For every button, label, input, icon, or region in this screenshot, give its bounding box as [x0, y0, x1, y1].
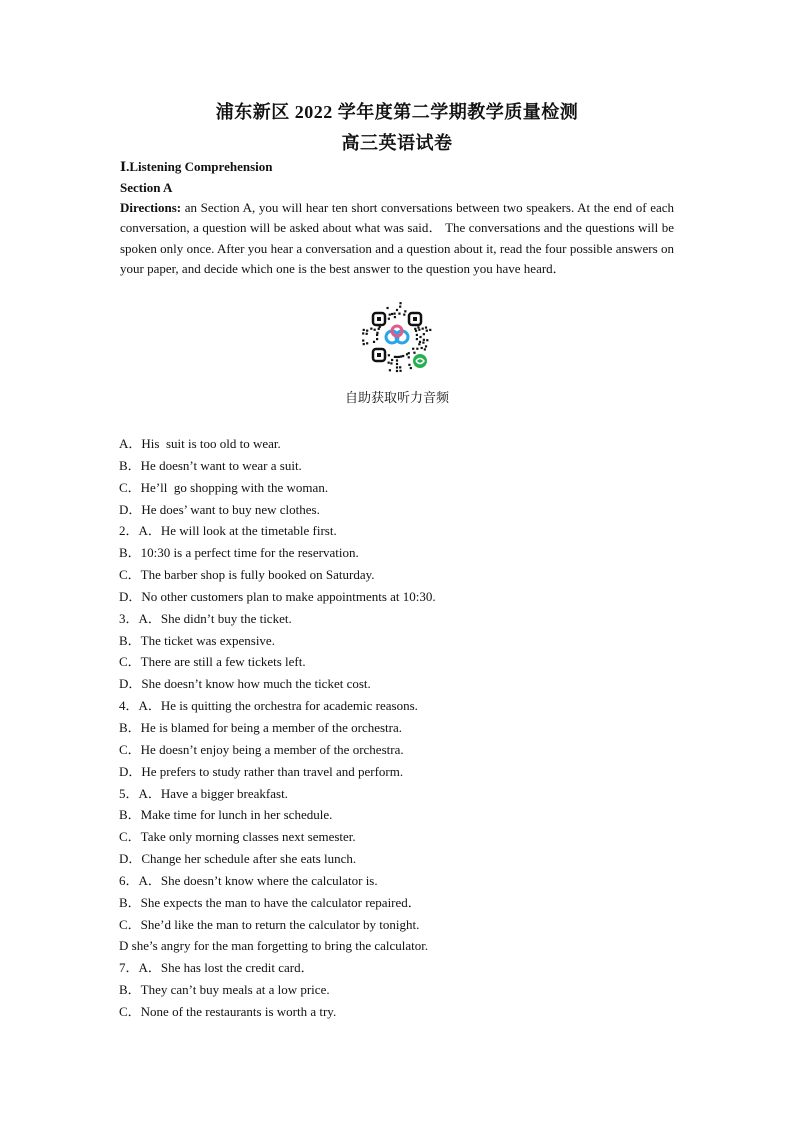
- answer-option: 2．A．He will look at the timetable first.: [119, 523, 337, 539]
- answer-option: C．The barber shop is fully booked on Saturday.: [119, 567, 375, 583]
- answer-option: C．He’ll go shopping with the woman.: [119, 479, 329, 495]
- answer-option: C．She’d like the man to return the calculator by tonight.: [119, 916, 420, 932]
- answer-option: D she’s angry for the man forgetting to bring the calculator.: [119, 938, 429, 954]
- answer-option: B．He doesn’t want to wear a suit.: [119, 457, 302, 473]
- directions-text: an Section A, you will hear ten short conversations between two speakers. At the end of each conversation, a question will be asked about what was said． The conversations and the questions will be spoken only once. After you hear a conversation and a question about it, read the four possible answers on your paper, and decide which one is the best answer to the question you have heard．: [120, 200, 674, 276]
- directions-paragraph: [120, 198, 674, 279]
- mini-program-qr-code-icon[interactable]: [359, 299, 435, 375]
- answer-option: 5．A．Have a bigger breakfast.: [119, 785, 288, 801]
- answer-option: C．None of the restaurants is worth a try.: [119, 1003, 337, 1019]
- page-subtitle: 高三英语试卷: [341, 133, 453, 153]
- answer-option: C．Take only morning classes next semester.: [119, 829, 356, 845]
- answer-option: 3．A．She didn’t buy the ticket.: [119, 610, 292, 626]
- answer-options-list: [119, 433, 436, 1023]
- answer-option: D．She doesn’t know how much the ticket cost.: [119, 676, 371, 692]
- answer-option: D．He prefers to study rather than travel and perform.: [119, 763, 404, 779]
- answer-option: 4．A．He is quitting the orchestra for academic reasons.: [119, 698, 418, 714]
- answer-option: D．No other customers plan to make appointments at 10:30.: [119, 588, 436, 604]
- directions-label: Directions:: [120, 200, 182, 215]
- answer-option: A．His suit is too old to wear.: [119, 436, 281, 451]
- answer-option: B．The ticket was expensive.: [119, 632, 275, 648]
- answer-option: B．They can’t buy meals at a low price.: [119, 982, 330, 998]
- answer-option: 6．A．She doesn’t know where the calculator is.: [119, 872, 378, 888]
- answer-option: B．He is blamed for being a member of the orchestra.: [119, 719, 403, 735]
- answer-option: B．Make time for lunch in her schedule.: [119, 807, 333, 823]
- page-title: 浦东新区 2022 学年度第二学期教学质量检测: [215, 102, 579, 122]
- answer-option: B．She expects the man to have the calculator repaired．: [119, 894, 421, 910]
- answer-option: D．Change her schedule after she eats lunch.: [119, 851, 357, 867]
- section-heading: Section A: [120, 180, 173, 195]
- answer-option: B．10:30 is a perfect time for the reservation.: [119, 545, 359, 561]
- answer-option: C．There are still a few tickets left.: [119, 654, 306, 670]
- part-heading: Ⅰ.Listening Comprehension: [120, 159, 273, 174]
- qr-caption: 自助获取听力音频: [344, 391, 449, 406]
- answer-option: 7．A．She has lost the credit card．: [119, 960, 314, 976]
- answer-option: C．He doesn’t enjoy being a member of the orchestra.: [119, 741, 404, 757]
- answer-option: D．He does’ want to buy new clothes.: [119, 501, 320, 517]
